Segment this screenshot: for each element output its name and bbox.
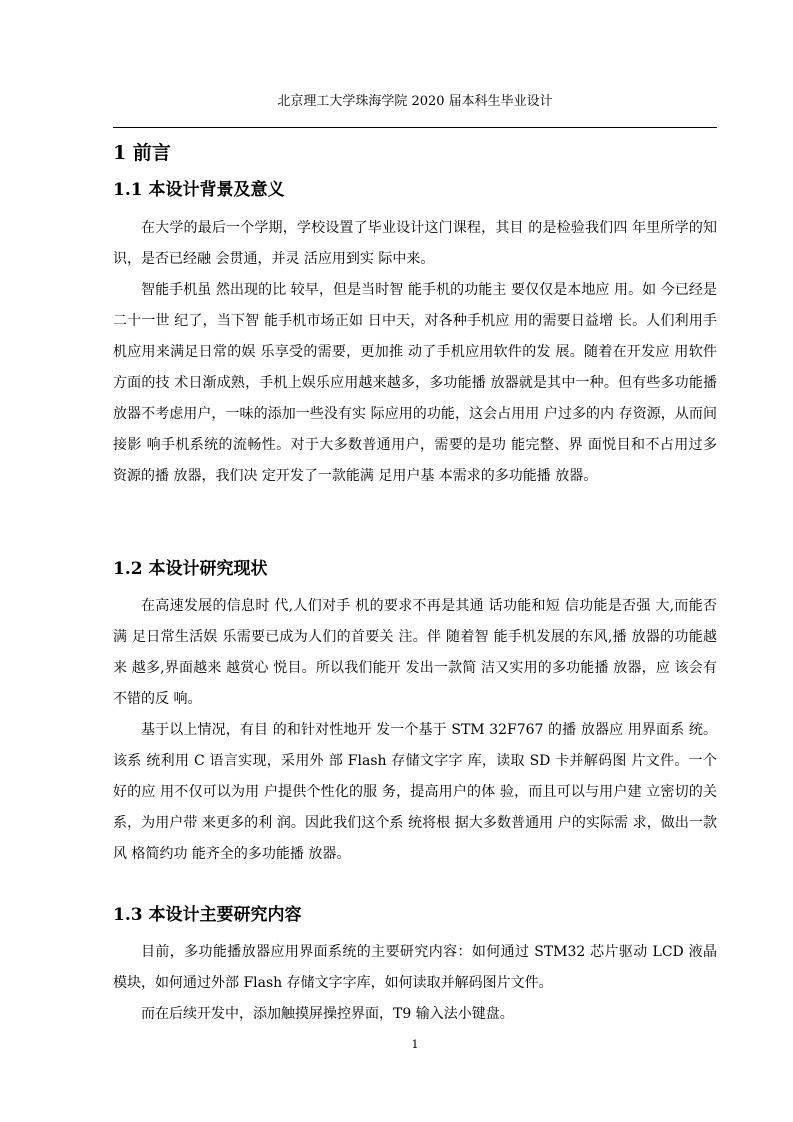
section-1-3-paragraph-1: 目前，多功能播放器应用界面系统的主要研究内容：如何通过 STM32 芯片驱动 LCD 液晶模块，如何通过外部 Flash 存储文字字库，如何读取并解码图片文件。	[113, 944, 717, 991]
section-1-3-title: 1.3 本设计主要研究内容	[113, 905, 302, 925]
section-1-2-title: 1.2 本设计研究现状	[113, 559, 268, 579]
section-1-3-paragraph-2: 而在后续开发中，添加触摸屏操控界面，T9 输入法小键盘。	[141, 1006, 514, 1022]
section-1-2-paragraph-2: 基于以上情况，有目 的和针对性地开 发一个基于 STM 32F767 的播 放器应 用界面系 统。该系 统利用 C 语言实现，采用外 部 Flash 存储文字字 库，读取 SD 卡并解码图 片文件。一个好的应 用不仅可以为用 户提供个性化的服 务，提高用户的体 验，而且可以与用户建 立密切的关 系，为用户带 来更多的利 润。因此我们这个系 统将根 据大多数普通用 户的实际需 求，做出一款风 格简约功 能齐全的多功能播 放器。	[113, 722, 717, 862]
section-1-2-paragraph-1: 在高速发展的信息时 代,人们对手 机的要求不再是其通 话功能和短 信功能是否强 大,而能否满 足日常生活娱 乐需要已成为人们的首要关 注。伴 随着智 能手机发展的东风,播 放器的功能越来 越多,界面越来 越赏心 悦目。所以我们能开 发出一款简 洁又实用的多功能播 放器，应 该会有不错的反 响。	[113, 598, 717, 707]
section-1-1-paragraph-1: 在大学的最后一个学期，学校设置了毕业设计这门课程，其目 的是检验我们四 年里所学的知 识，是否已经融 会贯通，并灵 活应用到实 际中来。	[113, 220, 717, 267]
page-number: 1	[411, 1038, 419, 1051]
chapter-title: 1 前言	[113, 142, 171, 164]
running-header: 北京理工大学珠海学院 2020 届本科生毕业设计	[277, 94, 553, 109]
section-1-1-title: 1.1 本设计背景及意义	[113, 180, 285, 200]
header-rule	[113, 127, 717, 128]
section-1-1-paragraph-2: 智能手机虽 然出现的比 较早，但是当时智 能手机的功能主 要仅仅是本地应 用。如 今已经是二十一世 纪了，当下智 能手机市场正如 日中天，对各种手机应 用的需要日益增 长。人们利用手 机应用来满足日常的娱 乐享受的需要，更加推 动了手机应用软件的发 展。随着在开发应 用软件方面的技 术日渐成熟，手机上娱乐应用越来越多，多功能播 放器就是其中一种。但有些多功能播 放器不考虑用户，一味的添加一些没有实 际应用的功能，这会占用用 户过多的内 存资源，从而间接影 响手机系统的流畅性。对于大多数普通用户，需要的是功 能完整、界 面悦目和不占用过多 资源的播 放器，我们决 定开发了一款能满 足用户基 本需求的多功能播 放器。	[113, 282, 717, 484]
